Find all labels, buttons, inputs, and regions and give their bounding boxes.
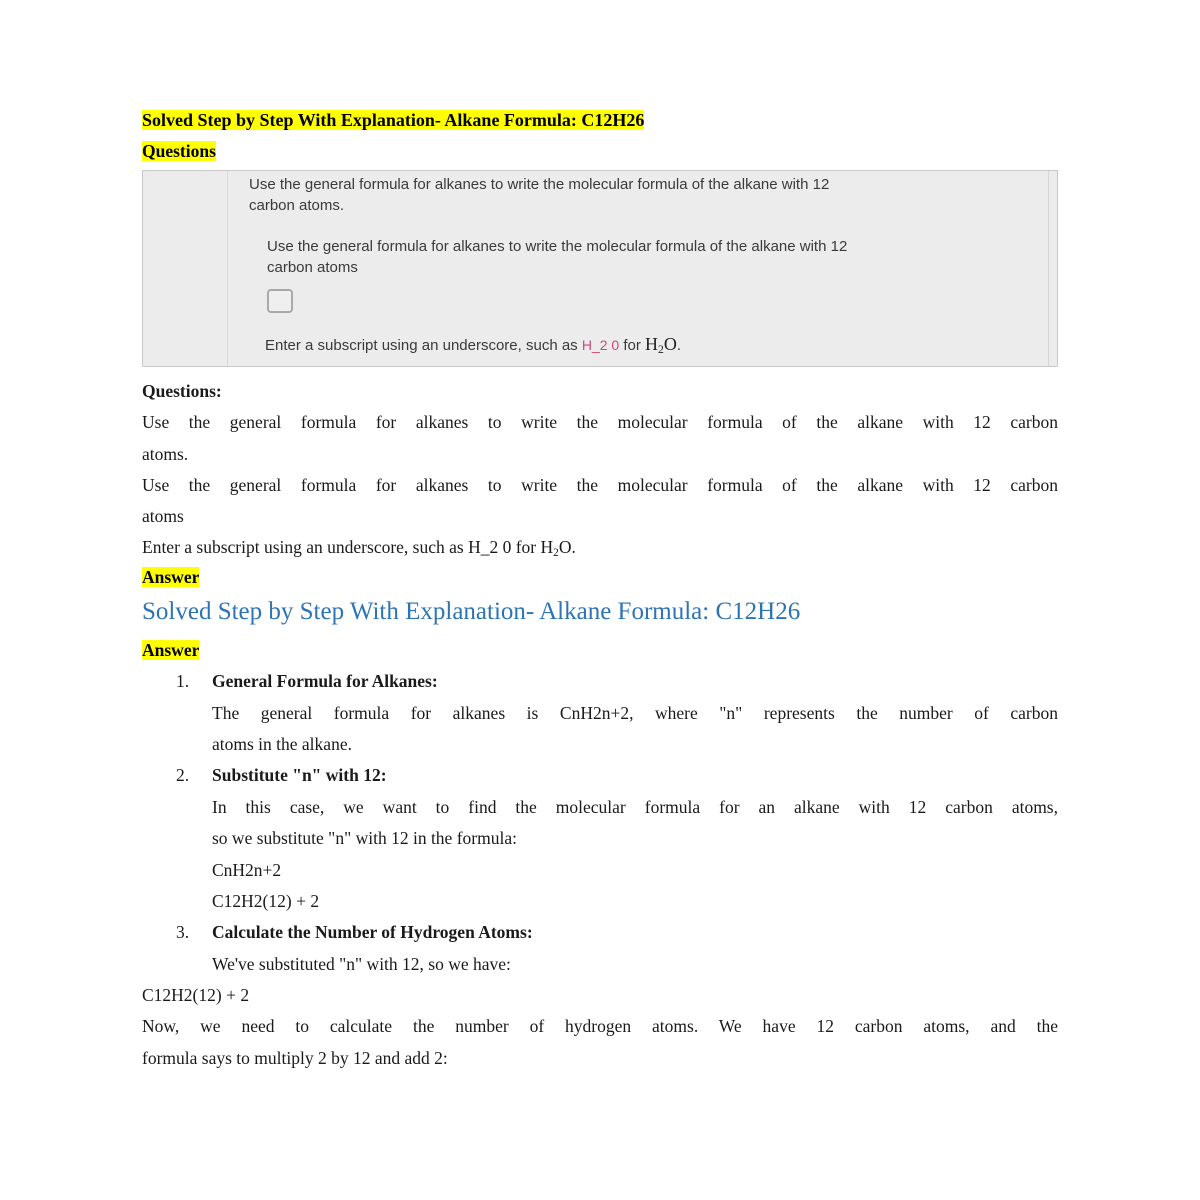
answer-label: Answer	[142, 567, 200, 587]
question-line: Use the general formula for alkanes to write the molecular formula of the alkane with 12 carbon	[142, 412, 1058, 433]
step-body: In this case, we want to find the molecular formula for an alkane with 12 carbon atoms, so we substitute "n" with 12 in the formula: CnH2n+2 C12H2(12) + 2	[212, 792, 1058, 917]
screenshot-paragraph-2: Use the general formula for alkanes to write the molecular formula of the alkane with 12 carbon atoms	[267, 238, 848, 276]
title-highlight: Solved Step by Step With Explanation- Alkane Formula: C12H26	[142, 110, 645, 130]
question-line: atoms.	[142, 443, 189, 464]
hint-code: H_2 0	[581, 337, 620, 353]
step-body: We've substituted "n" with 12, so we have:	[212, 954, 511, 974]
step-number: 1.	[176, 671, 190, 691]
questions-section	[142, 376, 1058, 564]
step-title: Calculate the Number of Hydrogen Atoms:	[212, 922, 533, 942]
answer-label: Answer	[142, 640, 200, 660]
answer-input-box[interactable]	[267, 289, 293, 313]
formula: C12H2(12) + 2	[142, 985, 250, 1005]
question-line: atoms	[142, 506, 184, 527]
question-hint: Enter a subscript using an underscore, such as H_2 0 for $H_2O$.	[142, 537, 576, 560]
formula: CnH2n+2	[212, 859, 282, 880]
after-steps-text: C12H2(12) + 2 Now, we need to calculate the number of hydrogen atoms. We have 12 carbon atoms, and the formula says to multiply 2 by 12 and add 2:	[142, 980, 1058, 1074]
screenshot-divider	[227, 171, 228, 366]
questions-label: Questions	[142, 141, 216, 161]
step-title: General Formula for Alkanes:	[212, 671, 438, 691]
step-number: 2.	[176, 765, 190, 785]
question-line: Use the general formula for alkanes to write the molecular formula of the alkane with 12 carbon	[142, 474, 1058, 495]
step-number: 3.	[176, 922, 190, 942]
screenshot-paragraph-1: Use the general formula for alkanes to write the molecular formula of the alkane with 12 carbon atoms.	[249, 176, 830, 214]
document-title	[142, 109, 644, 131]
formula: C12H2(12) + 2	[212, 890, 320, 911]
answer-heading: Solved Step by Step With Explanation- Alkane Formula: C12H26	[142, 598, 801, 625]
step-title: Substitute "n" with 12:	[212, 765, 387, 785]
step-body: The general formula for alkanes is CnH2n+2, where "n" represents the number of carbon atoms in the alkane.	[212, 703, 1058, 755]
screenshot-hint: Enter a subscript using an underscore, such as H_2 0 for $H_2O$.	[265, 334, 682, 356]
questions-heading: Questions:	[142, 381, 222, 401]
question-screenshot	[142, 170, 1058, 367]
hint-formula: $H_2O$	[645, 334, 677, 356]
screenshot-divider-right	[1048, 171, 1049, 366]
